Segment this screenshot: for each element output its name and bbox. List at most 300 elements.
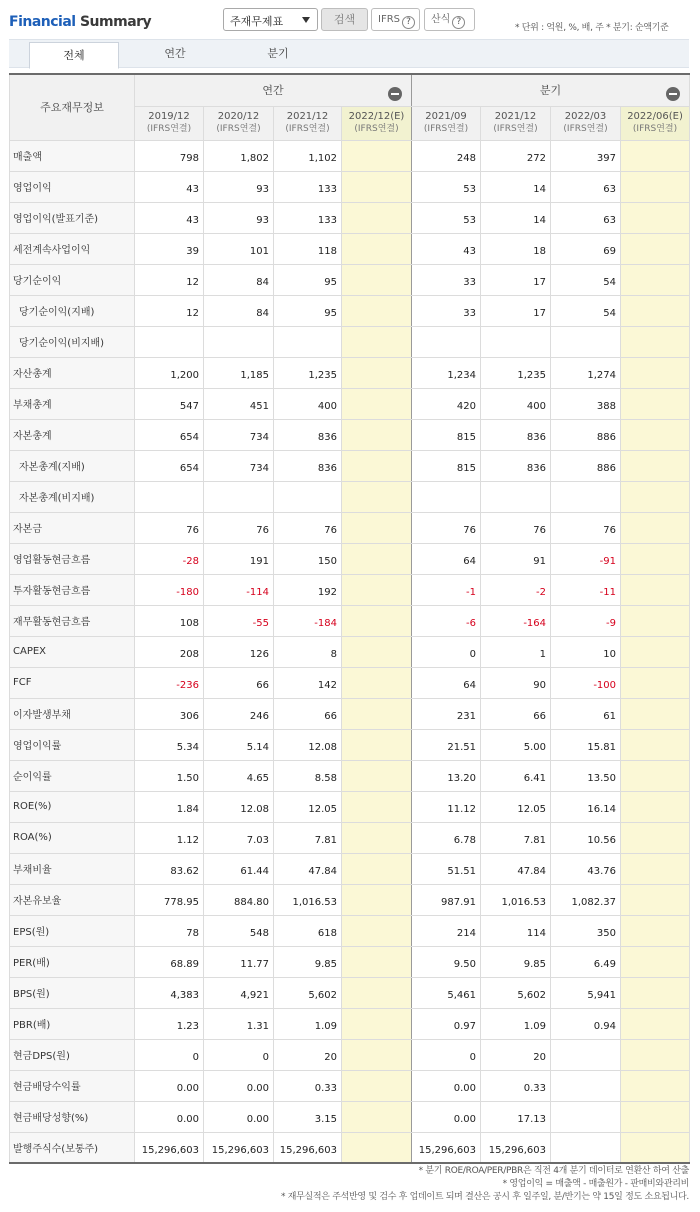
table-cell — [342, 481, 412, 512]
table-cell — [621, 1008, 690, 1039]
table-cell — [621, 295, 690, 326]
table-row — [10, 1039, 690, 1070]
table-cell: 1,235 — [481, 357, 551, 388]
table-cell: 68.89 — [135, 946, 204, 977]
table-cell: 4,383 — [135, 977, 204, 1008]
table-cell: 884.80 — [204, 884, 274, 915]
table-cell: 95 — [274, 295, 342, 326]
table-cell — [342, 295, 412, 326]
table-row — [10, 481, 690, 512]
table-cell — [621, 1070, 690, 1101]
table-cell: 17 — [481, 295, 551, 326]
table-cell: 15,296,603 — [204, 1132, 274, 1163]
table-cell — [551, 326, 621, 357]
table-row — [10, 202, 690, 233]
table-cell — [342, 140, 412, 171]
table-cell — [204, 481, 274, 512]
table-cell: -236 — [135, 667, 204, 698]
footnote-line: * 영업이익 = 매출액 - 매출원가 - 판매비와관리비 — [502, 1179, 689, 1189]
table-cell — [621, 977, 690, 1008]
question-icon: ? — [452, 16, 465, 29]
table-cell: 83.62 — [135, 853, 204, 884]
column-header-2021/09 — [412, 106, 481, 140]
period-tabs — [9, 39, 689, 68]
table-cell — [274, 326, 342, 357]
table-cell: 4.65 — [204, 760, 274, 791]
row-label: 당기순이익 — [10, 264, 135, 295]
footnote-line: * 재무실적은 주석반영 및 검수 후 업데이트 되며 결산은 공시 후 일주일, 분/반기는 약 15일 정도 소요됩니다. — [280, 1192, 689, 1202]
table-cell: 17.13 — [481, 1101, 551, 1132]
table-cell: 7.03 — [204, 822, 274, 853]
table-cell — [342, 915, 412, 946]
table-cell: 248 — [412, 140, 481, 171]
table-cell — [342, 698, 412, 729]
collapse-annual-icon[interactable] — [388, 87, 402, 101]
table-cell — [342, 419, 412, 450]
table-row — [10, 760, 690, 791]
table-row — [10, 543, 690, 574]
table-cell — [342, 388, 412, 419]
table-cell: 8.58 — [274, 760, 342, 791]
tab-annual[interactable]: 연간 — [164, 47, 186, 60]
column-header-2019/12 — [135, 106, 204, 140]
table-cell — [481, 481, 551, 512]
row-label: ROE(%) — [10, 791, 135, 822]
table-cell: 0.00 — [135, 1070, 204, 1101]
header-bar — [0, 0, 700, 40]
table-row — [10, 636, 690, 667]
table-cell: 76 — [274, 512, 342, 543]
table-cell — [621, 388, 690, 419]
table-cell: 95 — [274, 264, 342, 295]
table-row — [10, 1008, 690, 1039]
table-cell — [621, 481, 690, 512]
table-cell: 15,296,603 — [481, 1132, 551, 1163]
table-cell: 53 — [412, 171, 481, 202]
row-label: 매출액 — [10, 140, 135, 171]
table-cell — [621, 450, 690, 481]
table-cell: 76 — [551, 512, 621, 543]
column-period: 2019/12 — [148, 111, 190, 122]
table-cell: 93 — [204, 171, 274, 202]
table-cell: 53 — [412, 202, 481, 233]
table-cell: 5,461 — [412, 977, 481, 1008]
table-cell: 9.85 — [274, 946, 342, 977]
table-cell: 66 — [481, 698, 551, 729]
column-header-2022/12(E) — [342, 106, 412, 140]
table-cell: 15.81 — [551, 729, 621, 760]
row-label: 영업이익률 — [10, 729, 135, 760]
table-cell: 101 — [204, 233, 274, 264]
table-cell — [135, 481, 204, 512]
table-cell: 118 — [274, 233, 342, 264]
table-cell: 10.56 — [551, 822, 621, 853]
table-row — [10, 574, 690, 605]
ifrs-label: IFRS — [378, 14, 400, 25]
table-cell — [621, 1039, 690, 1070]
column-header-2022/06(E) — [621, 106, 690, 140]
table-cell: 0.94 — [551, 1008, 621, 1039]
table-cell: 1.50 — [135, 760, 204, 791]
table-cell: 886 — [551, 419, 621, 450]
table-cell: 5,941 — [551, 977, 621, 1008]
table-cell: 0 — [135, 1039, 204, 1070]
table-cell: 192 — [274, 574, 342, 605]
table-cell — [621, 202, 690, 233]
column-basis: (IFRS연결) — [354, 124, 399, 134]
table-cell — [621, 915, 690, 946]
table-cell: 1,200 — [135, 357, 204, 388]
table-cell: 6.49 — [551, 946, 621, 977]
table-cell: 5.34 — [135, 729, 204, 760]
row-label: 당기순이익(지배) — [10, 295, 135, 326]
table-cell: 6.41 — [481, 760, 551, 791]
table-cell — [551, 1101, 621, 1132]
tab-quarterly[interactable]: 분기 — [267, 47, 289, 60]
table-cell: 618 — [274, 915, 342, 946]
table-cell: 0.00 — [412, 1101, 481, 1132]
ifrs-help-button[interactable] — [371, 8, 420, 31]
table-cell: 17 — [481, 264, 551, 295]
table-cell: 12.05 — [481, 791, 551, 822]
table-cell: 20 — [274, 1039, 342, 1070]
page-title — [9, 14, 151, 30]
table-cell: 9.85 — [481, 946, 551, 977]
table-cell — [342, 946, 412, 977]
column-basis: (IFRS연결) — [423, 124, 469, 134]
quarter-group-header — [412, 74, 690, 106]
table-cell — [412, 481, 481, 512]
column-header-2021/12 — [274, 106, 342, 140]
search-button[interactable]: 검색 — [321, 8, 368, 31]
table-cell: 133 — [274, 171, 342, 202]
table-cell: -91 — [551, 543, 621, 574]
column-basis: (IFRS연결) — [216, 124, 261, 134]
row-label: 자본총계(비지배) — [10, 481, 135, 512]
row-label: 재무활동현금흐름 — [10, 605, 135, 636]
table-cell: 84 — [204, 295, 274, 326]
table-cell — [342, 636, 412, 667]
row-label: 자본총계(지배) — [10, 450, 135, 481]
table-cell — [621, 171, 690, 202]
table-cell: -55 — [204, 605, 274, 636]
table-row — [10, 233, 690, 264]
table-cell: 47.84 — [274, 853, 342, 884]
table-cell: 33 — [412, 264, 481, 295]
table-cell — [621, 233, 690, 264]
table-row — [10, 822, 690, 853]
table-cell — [621, 543, 690, 574]
table-cell: 1,016.53 — [274, 884, 342, 915]
table-cell: 61 — [551, 698, 621, 729]
quarter-group-label: 분기 — [539, 84, 562, 98]
table-cell: 66 — [274, 698, 342, 729]
table-cell: 15,296,603 — [135, 1132, 204, 1163]
table-cell: 78 — [135, 915, 204, 946]
table-cell: -164 — [481, 605, 551, 636]
statement-type-select[interactable] — [223, 8, 318, 31]
table-cell: 133 — [274, 202, 342, 233]
table-cell: 548 — [204, 915, 274, 946]
row-label: 발행주식수(보통주) — [10, 1132, 135, 1163]
table-cell: 14 — [481, 202, 551, 233]
row-label-header: 주요재무정보 — [10, 74, 135, 140]
table-cell: 388 — [551, 388, 621, 419]
table-cell: 836 — [481, 450, 551, 481]
table-cell: 0 — [204, 1039, 274, 1070]
row-label: 현금배당수익률 — [10, 1070, 135, 1101]
table-cell: -11 — [551, 574, 621, 605]
table-row — [10, 388, 690, 419]
table-cell: 420 — [412, 388, 481, 419]
table-cell: 150 — [274, 543, 342, 574]
table-cell: 815 — [412, 450, 481, 481]
table-cell: 6.78 — [412, 822, 481, 853]
column-period: 2021/12 — [286, 111, 329, 122]
table-cell: 8 — [274, 636, 342, 667]
row-label: PER(배) — [10, 946, 135, 977]
table-cell — [342, 264, 412, 295]
financial-summary-table — [9, 73, 690, 1164]
table-cell — [342, 853, 412, 884]
table-cell: 142 — [274, 667, 342, 698]
table-cell: 734 — [204, 419, 274, 450]
table-cell: 63 — [551, 202, 621, 233]
table-row — [10, 915, 690, 946]
table-cell — [621, 760, 690, 791]
table-cell: -184 — [274, 605, 342, 636]
table-cell — [274, 481, 342, 512]
table-cell — [342, 1008, 412, 1039]
table-cell: 16.14 — [551, 791, 621, 822]
table-cell — [621, 264, 690, 295]
table-cell: 9.50 — [412, 946, 481, 977]
column-header-2021/12 — [481, 106, 551, 140]
table-cell: 12 — [135, 264, 204, 295]
table-cell: -6 — [412, 605, 481, 636]
table-cell: 13.20 — [412, 760, 481, 791]
table-cell — [621, 667, 690, 698]
table-cell: 886 — [551, 450, 621, 481]
table-cell: 43.76 — [551, 853, 621, 884]
column-basis: (IFRS연결) — [146, 124, 192, 134]
table-cell: 126 — [204, 636, 274, 667]
question-icon: ? — [402, 16, 415, 29]
table-cell: -9 — [551, 605, 621, 636]
table-cell: 5.00 — [481, 729, 551, 760]
row-label: FCF — [10, 667, 135, 698]
table-cell — [342, 233, 412, 264]
table-cell: 836 — [481, 419, 551, 450]
row-label: 부채총계 — [10, 388, 135, 419]
table-cell: 350 — [551, 915, 621, 946]
table-cell — [342, 1070, 412, 1101]
row-label: 영업이익 — [10, 171, 135, 202]
table-cell: -100 — [551, 667, 621, 698]
table-cell: 397 — [551, 140, 621, 171]
row-label: 영업이익(발표기준) — [10, 202, 135, 233]
table-cell: 43 — [135, 202, 204, 233]
table-cell: 12.08 — [204, 791, 274, 822]
table-cell: 21.51 — [412, 729, 481, 760]
table-cell: 64 — [412, 543, 481, 574]
table-row — [10, 171, 690, 202]
table-cell: 1.12 — [135, 822, 204, 853]
table-cell — [412, 326, 481, 357]
table-cell — [621, 419, 690, 450]
table-cell: 987.91 — [412, 884, 481, 915]
table-cell — [342, 822, 412, 853]
table-cell — [342, 977, 412, 1008]
table-cell — [342, 450, 412, 481]
table-cell — [135, 326, 204, 357]
title-part-summary: Summary — [75, 14, 152, 30]
table-cell: 108 — [135, 605, 204, 636]
table-row — [10, 605, 690, 636]
table-cell: 61.44 — [204, 853, 274, 884]
table-cell: 5,602 — [274, 977, 342, 1008]
table-cell — [342, 512, 412, 543]
table-row — [10, 264, 690, 295]
table-cell: 1,102 — [274, 140, 342, 171]
table-cell: 0.00 — [204, 1070, 274, 1101]
table-cell: 400 — [274, 388, 342, 419]
table-cell: 208 — [135, 636, 204, 667]
row-label: 자산총계 — [10, 357, 135, 388]
table-cell: 306 — [135, 698, 204, 729]
table-cell: 51.51 — [412, 853, 481, 884]
table-row — [10, 698, 690, 729]
table-cell: 1.23 — [135, 1008, 204, 1039]
row-label: 자본유보율 — [10, 884, 135, 915]
table-cell — [621, 853, 690, 884]
table-cell — [204, 326, 274, 357]
table-cell: 836 — [274, 419, 342, 450]
table-cell: 3.15 — [274, 1101, 342, 1132]
table-row — [10, 1070, 690, 1101]
table-row — [10, 946, 690, 977]
chevron-down-icon — [302, 17, 310, 23]
table-cell: -1 — [412, 574, 481, 605]
row-label: ROA(%) — [10, 822, 135, 853]
table-cell: 12.05 — [274, 791, 342, 822]
formula-help-button[interactable] — [424, 8, 475, 31]
table-cell: 5.14 — [204, 729, 274, 760]
tab-all[interactable]: 전체 — [29, 42, 119, 69]
collapse-quarter-icon[interactable] — [666, 87, 680, 101]
column-period: 2022/06(E) — [627, 111, 683, 122]
table-row — [10, 140, 690, 171]
table-cell: 214 — [412, 915, 481, 946]
table-cell: 0.00 — [135, 1101, 204, 1132]
table-cell: 1.84 — [135, 791, 204, 822]
table-cell: 0 — [412, 636, 481, 667]
table-cell — [621, 326, 690, 357]
table-row — [10, 791, 690, 822]
table-cell: 11.77 — [204, 946, 274, 977]
table-row — [10, 450, 690, 481]
table-row — [10, 977, 690, 1008]
row-label: CAPEX — [10, 636, 135, 667]
column-basis: (IFRS연결) — [563, 124, 608, 134]
table-cell — [621, 1101, 690, 1132]
table-cell — [621, 791, 690, 822]
table-cell — [621, 636, 690, 667]
table-body — [10, 140, 690, 1163]
row-label: 현금DPS(원) — [10, 1039, 135, 1070]
table-cell: 18 — [481, 233, 551, 264]
table-cell: 54 — [551, 295, 621, 326]
table-cell — [551, 481, 621, 512]
table-cell — [342, 171, 412, 202]
table-cell: 400 — [481, 388, 551, 419]
table-cell: 778.95 — [135, 884, 204, 915]
table-cell: 231 — [412, 698, 481, 729]
table-row — [10, 1101, 690, 1132]
title-part-financial: Financial — [9, 14, 76, 30]
table-row — [10, 512, 690, 543]
table-cell: -28 — [135, 543, 204, 574]
table-cell: 0 — [412, 1039, 481, 1070]
table-cell: 734 — [204, 450, 274, 481]
table-row — [10, 326, 690, 357]
table-cell: 64 — [412, 667, 481, 698]
table-cell: 12 — [135, 295, 204, 326]
table-cell: 4,921 — [204, 977, 274, 1008]
table-cell: 43 — [135, 171, 204, 202]
table-cell: 93 — [204, 202, 274, 233]
table-cell — [621, 729, 690, 760]
row-label: 부채비율 — [10, 853, 135, 884]
table-cell — [342, 791, 412, 822]
table-cell: 33 — [412, 295, 481, 326]
footnotes — [281, 1165, 689, 1204]
table-cell — [342, 326, 412, 357]
table-cell — [621, 605, 690, 636]
table-row — [10, 419, 690, 450]
table-cell: 15,296,603 — [274, 1132, 342, 1163]
table-cell: 0.33 — [481, 1070, 551, 1101]
table-cell: 246 — [204, 698, 274, 729]
table-cell: 0.00 — [412, 1070, 481, 1101]
table-cell: -2 — [481, 574, 551, 605]
table-cell: 1,082.37 — [551, 884, 621, 915]
table-cell — [342, 202, 412, 233]
table-cell: 90 — [481, 667, 551, 698]
table-cell: 654 — [135, 450, 204, 481]
annual-group-header — [135, 74, 412, 106]
table-cell: 815 — [412, 419, 481, 450]
table-row — [10, 295, 690, 326]
column-basis: (IFRS연결) — [285, 124, 330, 134]
annual-group-label: 연간 — [262, 84, 284, 98]
table-cell: 451 — [204, 388, 274, 419]
table-cell: 191 — [204, 543, 274, 574]
column-period: 2022/03 — [564, 111, 607, 122]
column-header-2020/12 — [204, 106, 274, 140]
table-cell — [621, 574, 690, 605]
table-cell: 1,185 — [204, 357, 274, 388]
table-cell: 1,274 — [551, 357, 621, 388]
statement-type-value: 주재무제표 — [230, 15, 284, 28]
row-label: 세전계속사업이익 — [10, 233, 135, 264]
table-cell — [342, 574, 412, 605]
row-label: PBR(배) — [10, 1008, 135, 1039]
table-cell — [342, 760, 412, 791]
table-cell — [342, 543, 412, 574]
table-cell: -114 — [204, 574, 274, 605]
table-cell: 547 — [135, 388, 204, 419]
